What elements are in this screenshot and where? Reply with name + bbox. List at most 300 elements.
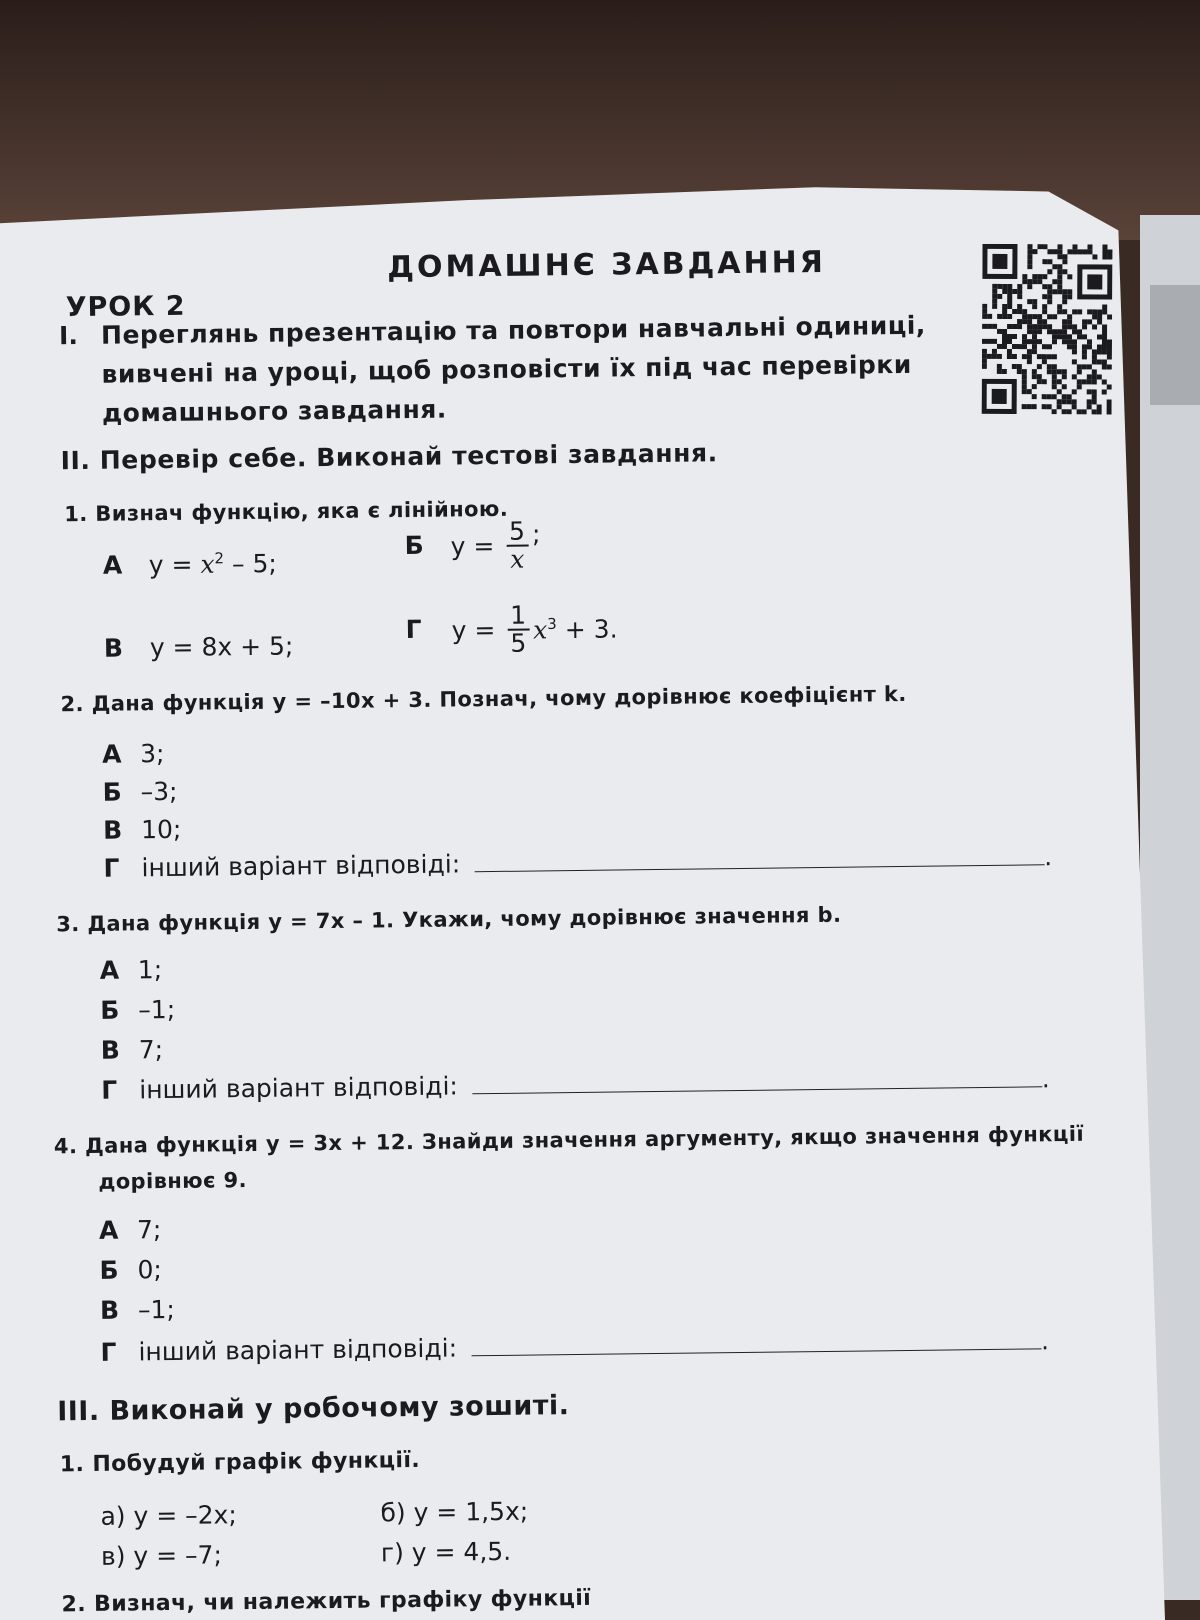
qr-code xyxy=(982,244,1113,415)
answer-end: . xyxy=(1043,842,1053,872)
qr-module xyxy=(1027,279,1032,284)
option-letter: В xyxy=(99,1295,120,1325)
qr-module xyxy=(1072,339,1077,344)
qr-module xyxy=(1062,329,1067,334)
question-2: 2. Дана функція y = –10x + 3. Познач, чому дорівнює коефіцієнт k. xyxy=(60,681,907,717)
option-value: 3; xyxy=(140,739,165,769)
qr-module xyxy=(982,339,987,344)
qr-module xyxy=(1082,249,1087,254)
section-1-number: I. xyxy=(58,321,79,351)
qr-module xyxy=(1047,289,1052,294)
option-value: 7; xyxy=(136,1215,162,1245)
qr-module xyxy=(1072,359,1077,364)
qr-module xyxy=(1052,409,1057,414)
qr-module xyxy=(1037,364,1042,369)
qr-module xyxy=(1102,309,1107,314)
qr-module xyxy=(992,354,997,359)
qr-module xyxy=(1027,349,1032,354)
qr-module xyxy=(1067,314,1072,319)
qr-module xyxy=(1042,284,1047,289)
option-value: 0; xyxy=(137,1255,163,1285)
option-variable: x xyxy=(200,549,215,579)
section-3-task-1: 1. Побудуй графік функції. xyxy=(59,1447,421,1478)
qr-module xyxy=(1087,389,1092,394)
qr-module xyxy=(1057,274,1062,279)
option-exponent: 2 xyxy=(214,549,225,568)
qr-module xyxy=(1107,350,1112,355)
qr-module xyxy=(1042,244,1047,249)
option-letter: Г xyxy=(103,853,120,883)
qr-module xyxy=(1077,334,1082,339)
qr-module xyxy=(1007,289,1012,294)
qr-module xyxy=(1032,384,1037,389)
qr-module xyxy=(1002,284,1007,289)
qr-module xyxy=(992,299,997,304)
qr-module xyxy=(1022,379,1027,384)
qr-module xyxy=(1092,374,1097,379)
answer-line[interactable] xyxy=(472,1085,1042,1094)
option-value: 10; xyxy=(140,814,182,845)
qr-module xyxy=(1102,344,1107,349)
qr-module xyxy=(1057,254,1062,259)
qr-module xyxy=(1052,289,1057,294)
answer-line[interactable] xyxy=(474,863,1044,872)
qr-module xyxy=(1067,289,1072,294)
option-letter: В xyxy=(103,633,124,663)
q4-option-c xyxy=(100,1295,175,1325)
qr-module xyxy=(1102,339,1107,344)
qr-module xyxy=(1097,409,1102,414)
qr-module xyxy=(1022,369,1027,374)
qr-module xyxy=(1002,309,1007,314)
q2-option-b xyxy=(102,777,177,807)
qr-module xyxy=(1107,315,1112,320)
qr-module xyxy=(1057,369,1062,374)
question-4-line-1: 4. Дана функція y = 3x + 12. Знайди значення аргументу, якщо значення функції xyxy=(53,1121,1085,1159)
qr-module xyxy=(1022,404,1027,409)
qr-module xyxy=(1042,404,1047,409)
qr-module xyxy=(1072,329,1077,334)
item-formula: y = –7; xyxy=(133,1540,223,1571)
task-1-item-b xyxy=(380,1497,528,1528)
qr-module xyxy=(1102,254,1107,259)
qr-module xyxy=(1057,289,1062,294)
qr-module xyxy=(1002,289,1007,294)
qr-module xyxy=(1087,319,1092,324)
qr-module xyxy=(1027,404,1032,409)
qr-module xyxy=(1097,359,1102,364)
qr-module xyxy=(1097,404,1102,409)
qr-module xyxy=(1022,374,1027,379)
qr-module xyxy=(987,324,992,329)
qr-module xyxy=(1102,304,1107,309)
qr-module xyxy=(1037,324,1042,329)
qr-module xyxy=(1057,404,1062,409)
qr-module xyxy=(1037,354,1042,359)
section-2-heading: II. Перевір себе. Виконай тестові завдання. xyxy=(60,438,718,476)
option-letter: Б xyxy=(102,777,122,807)
qr-module xyxy=(1017,304,1022,309)
option-letter: А xyxy=(99,955,120,985)
qr-module xyxy=(1052,364,1057,369)
qr-module xyxy=(1072,309,1077,314)
qr-module xyxy=(1047,344,1052,349)
qr-module xyxy=(982,349,987,354)
qr-module xyxy=(1032,339,1037,344)
qr-module xyxy=(1052,384,1057,389)
qr-module xyxy=(1072,389,1077,394)
qr-module xyxy=(1037,274,1042,279)
qr-module xyxy=(1027,259,1032,264)
question-1: 1. Визнач функцію, яка є лінійною. xyxy=(64,496,509,527)
item-formula: y = 4,5. xyxy=(411,1536,512,1568)
qr-module xyxy=(997,294,1002,299)
qr-module xyxy=(1102,349,1107,354)
qr-module xyxy=(1027,264,1032,269)
qr-module xyxy=(1012,344,1017,349)
qr-module xyxy=(1017,364,1022,369)
qr-module xyxy=(1062,384,1067,389)
qr-module xyxy=(982,309,987,314)
qr-module xyxy=(1097,314,1102,319)
qr-module xyxy=(1057,249,1062,254)
qr-module xyxy=(1052,329,1057,334)
item-formula: y = –2x; xyxy=(133,1500,237,1531)
qr-module xyxy=(1027,389,1032,394)
qr-module xyxy=(1072,399,1077,404)
qr-module xyxy=(987,354,992,359)
qr-module xyxy=(1057,279,1062,284)
qr-module xyxy=(1047,299,1052,304)
section-3-task-2-cutoff: 2. Визнач, чи належить графіку функції xyxy=(61,1585,592,1618)
qr-module xyxy=(1062,269,1067,274)
qr-module xyxy=(1102,249,1107,254)
qr-module xyxy=(1027,354,1032,359)
fraction-numerator: 1 xyxy=(507,603,529,631)
qr-module xyxy=(1032,314,1037,319)
qr-module xyxy=(1027,329,1032,334)
qr-module xyxy=(1057,379,1062,384)
qr-module xyxy=(1087,309,1092,314)
q4-option-b xyxy=(99,1255,162,1285)
qr-module xyxy=(1062,394,1067,399)
qr-module xyxy=(1102,379,1107,384)
qr-module xyxy=(1027,319,1032,324)
qr-module xyxy=(1017,324,1022,329)
qr-module xyxy=(1022,279,1027,284)
qr-module xyxy=(1102,244,1107,249)
qr-module xyxy=(1072,249,1077,254)
option-variable: x xyxy=(533,614,548,645)
qr-module xyxy=(1007,354,1012,359)
qr-module xyxy=(1032,374,1037,379)
qr-module xyxy=(1037,314,1042,319)
qr-module xyxy=(1022,319,1027,324)
lesson-number: УРОК 2 xyxy=(65,290,186,324)
option-value: інший варіант відповіді: xyxy=(141,849,461,883)
qr-module xyxy=(1012,324,1017,329)
fraction xyxy=(506,516,529,574)
qr-module xyxy=(1022,309,1027,314)
qr-module xyxy=(1107,250,1112,255)
option-letter: Б xyxy=(99,1255,119,1285)
qr-module xyxy=(1097,319,1102,324)
qr-module xyxy=(1092,324,1097,329)
qr-module xyxy=(1107,400,1112,405)
qr-module xyxy=(1062,299,1067,304)
qr-module xyxy=(1087,339,1092,344)
qr-module xyxy=(1082,319,1087,324)
qr-module xyxy=(1087,274,1102,289)
qr-module xyxy=(1057,244,1062,249)
qr-module xyxy=(1042,294,1047,299)
qr-module xyxy=(1072,344,1077,349)
qr-module xyxy=(1052,379,1057,384)
q3-option-b xyxy=(100,995,175,1025)
qr-module xyxy=(1017,309,1022,314)
qr-module xyxy=(1037,244,1042,249)
qr-module xyxy=(1067,249,1072,254)
qr-module xyxy=(1032,329,1037,334)
qr-module xyxy=(1032,274,1037,279)
qr-module xyxy=(1022,354,1027,359)
option-value: 1; xyxy=(137,955,163,985)
qr-module xyxy=(1052,264,1057,269)
q3-option-c xyxy=(101,1035,164,1065)
qr-module xyxy=(1062,409,1067,414)
qr-module xyxy=(1067,319,1072,324)
option-value: –1; xyxy=(138,994,176,1025)
qr-module xyxy=(1027,324,1032,329)
qr-module xyxy=(1077,379,1082,384)
qr-module xyxy=(982,359,987,364)
option-letter: А xyxy=(98,1215,119,1245)
option-formula-rest: ; xyxy=(531,518,541,549)
qr-module xyxy=(1107,410,1112,415)
qr-module xyxy=(1087,379,1092,384)
qr-module xyxy=(1092,394,1097,399)
qr-module xyxy=(1067,274,1072,279)
qr-module xyxy=(1077,309,1082,314)
qr-module xyxy=(982,314,987,319)
option-formula-rest: – 5; xyxy=(223,548,278,579)
qr-module xyxy=(1052,394,1057,399)
qr-module xyxy=(1092,354,1097,359)
qr-module xyxy=(1042,354,1047,359)
option-letter: В xyxy=(102,815,123,845)
qr-module xyxy=(1072,349,1077,354)
option-letter: А xyxy=(102,739,122,769)
item-formula: y = 1,5x; xyxy=(413,1496,529,1528)
qr-module xyxy=(1037,374,1042,379)
qr-module xyxy=(1092,389,1097,394)
qr-module xyxy=(1042,304,1047,309)
qr-module xyxy=(1017,289,1022,294)
qr-module xyxy=(1032,369,1037,374)
qr-module xyxy=(1102,324,1107,329)
qr-module xyxy=(1097,344,1102,349)
qr-module xyxy=(997,329,1002,334)
answer-line[interactable] xyxy=(471,1347,1041,1356)
qr-module xyxy=(1057,304,1062,309)
qr-module xyxy=(1067,399,1072,404)
qr-module xyxy=(1007,304,1012,309)
qr-module xyxy=(1007,349,1012,354)
qr-module xyxy=(1082,324,1087,329)
task-1-item-d xyxy=(381,1537,512,1568)
qr-module xyxy=(1102,364,1107,369)
answer-end: . xyxy=(1041,1064,1050,1094)
qr-module xyxy=(1107,255,1112,260)
qr-module xyxy=(1047,259,1052,264)
qr-module xyxy=(982,354,987,359)
qr-module xyxy=(1062,309,1067,314)
qr-module xyxy=(1027,314,1032,319)
qr-module xyxy=(1047,354,1052,359)
option-letter: Б xyxy=(100,995,120,1025)
qr-module xyxy=(1032,344,1037,349)
item-label: а) xyxy=(100,1501,126,1531)
qr-module xyxy=(1087,404,1092,409)
qr-module xyxy=(1092,399,1097,404)
qr-module xyxy=(1102,334,1107,339)
item-label: б) xyxy=(380,1498,406,1528)
option-value: –1; xyxy=(137,1294,175,1325)
qr-module xyxy=(992,324,997,329)
qr-module xyxy=(1037,339,1042,344)
qr-module xyxy=(1027,244,1032,249)
qr-module xyxy=(1012,364,1017,369)
q3-option-a xyxy=(100,955,163,985)
item-label: г) xyxy=(380,1538,405,1568)
qr-module xyxy=(1022,314,1027,319)
qr-module xyxy=(1042,359,1047,364)
qr-module xyxy=(1097,374,1102,379)
qr-module xyxy=(1062,339,1067,344)
fraction-denominator: x xyxy=(510,544,525,574)
qr-module xyxy=(1062,319,1067,324)
qr-module xyxy=(1077,329,1082,334)
qr-module xyxy=(1087,249,1092,254)
option-formula-lhs: y = xyxy=(451,615,504,645)
qr-module xyxy=(1067,324,1072,329)
qr-module xyxy=(1077,384,1082,389)
qr-module xyxy=(1092,254,1097,259)
qr-module xyxy=(1037,329,1042,334)
qr-module xyxy=(1062,259,1067,264)
qr-module xyxy=(1047,364,1052,369)
qr-module xyxy=(992,349,997,354)
qr-module xyxy=(1002,339,1007,344)
qr-module xyxy=(1057,264,1062,269)
qr-module xyxy=(1037,319,1042,324)
qr-module xyxy=(1092,349,1097,354)
q1-option-d xyxy=(405,601,618,658)
qr-module xyxy=(1002,344,1007,349)
qr-module xyxy=(1047,329,1052,334)
qr-module xyxy=(1047,284,1052,289)
option-letter: Б xyxy=(404,530,424,561)
option-letter: В xyxy=(100,1035,121,1065)
qr-module xyxy=(1107,355,1112,360)
qr-module xyxy=(1107,365,1112,370)
qr-module xyxy=(1047,294,1052,299)
qr-module xyxy=(1032,334,1037,339)
qr-module xyxy=(1082,409,1087,414)
qr-module xyxy=(1067,334,1072,339)
qr-module xyxy=(982,324,987,329)
qr-module xyxy=(992,284,997,289)
qr-module xyxy=(992,254,1007,269)
qr-module xyxy=(997,369,1002,374)
qr-module xyxy=(1082,354,1087,359)
qr-module xyxy=(1032,324,1037,329)
qr-module xyxy=(1032,299,1037,304)
qr-module xyxy=(1077,409,1082,414)
qr-module xyxy=(1092,314,1097,319)
qr-module xyxy=(997,284,1002,289)
qr-module xyxy=(1107,345,1112,350)
qr-module xyxy=(1072,404,1077,409)
qr-module xyxy=(1062,294,1067,299)
option-formula-rest: + 3. xyxy=(556,614,618,644)
option-letter: Г xyxy=(100,1337,117,1367)
qr-module xyxy=(1082,334,1087,339)
option-formula-lhs: y = xyxy=(148,549,201,580)
qr-module xyxy=(1027,284,1032,289)
qr-module xyxy=(1102,359,1107,364)
qr-module xyxy=(1052,354,1057,359)
fraction xyxy=(507,600,530,658)
qr-module xyxy=(1087,374,1092,379)
qr-module xyxy=(1097,349,1102,354)
qr-module xyxy=(1077,249,1082,254)
section-3-heading: III. Виконай у робочому зошиті. xyxy=(57,1390,570,1428)
qr-module xyxy=(1017,319,1022,324)
qr-module xyxy=(1032,394,1037,399)
option-value: –3; xyxy=(140,776,178,807)
qr-module xyxy=(1067,294,1072,299)
qr-module xyxy=(987,314,992,319)
qr-module xyxy=(1047,369,1052,374)
qr-module xyxy=(1002,304,1007,309)
qr-module xyxy=(1107,385,1112,390)
option-letter: Г xyxy=(101,1075,118,1105)
qr-module xyxy=(1052,339,1057,344)
qr-module xyxy=(1017,369,1022,374)
qr-module xyxy=(1087,344,1092,349)
option-letter: А xyxy=(102,550,123,581)
qr-module xyxy=(987,339,992,344)
qr-module xyxy=(1092,379,1097,384)
fraction-numerator: 5 xyxy=(506,519,528,547)
qr-module xyxy=(1007,294,1012,299)
qr-module xyxy=(1082,364,1087,369)
qr-module xyxy=(1047,404,1052,409)
qr-module xyxy=(1032,279,1037,284)
qr-module xyxy=(992,289,997,294)
qr-module xyxy=(1067,339,1072,344)
qr-module xyxy=(1062,334,1067,339)
qr-module xyxy=(1092,359,1097,364)
page-title: ДОМАШНЄ ЗАВДАННЯ xyxy=(387,244,827,286)
qr-module xyxy=(1107,405,1112,410)
qr-module xyxy=(1057,309,1062,314)
qr-module xyxy=(1082,349,1087,354)
qr-module xyxy=(1057,269,1062,274)
qr-module xyxy=(1022,389,1027,394)
qr-module xyxy=(1027,339,1032,344)
